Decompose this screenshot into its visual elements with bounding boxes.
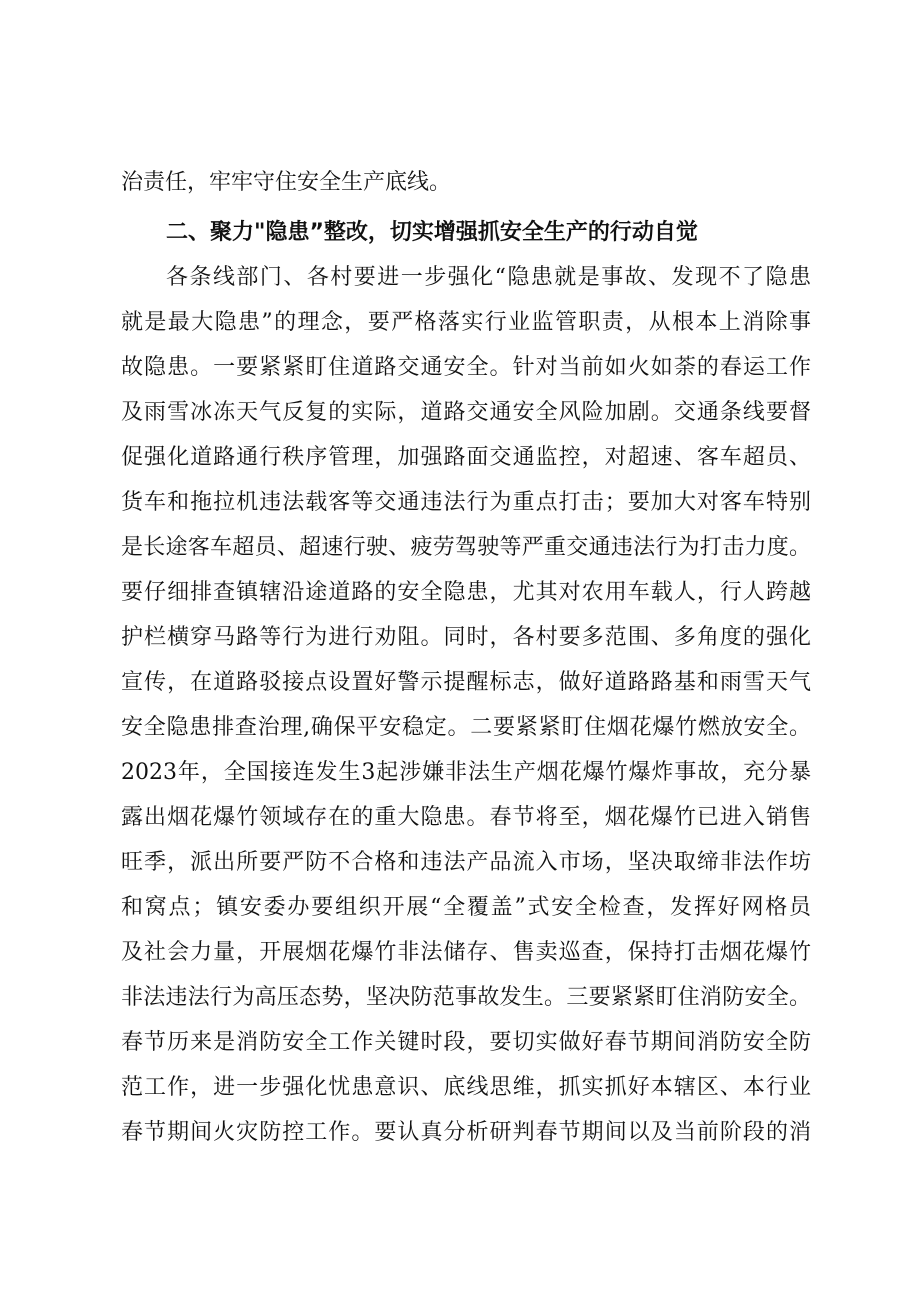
paragraph-line: 范工作，进一步强化忧患意识、底线思维，抓实抓好本辖区、本行业 (121, 1075, 811, 1100)
section-heading: 二、聚力"隐患”整改，切实增强抓安全生产的行动自觉 (166, 220, 698, 245)
paragraph-line: 春节期间火灾防控工作。要认真分析研判春节期间以及当前阶段的消 (121, 1120, 811, 1145)
lead-text-line: 治责任，牢牢守住安全生产底线。 (121, 170, 452, 195)
paragraph-line: 各条线部门、各村要进一步强化“隐患就是事故、发现不了隐患 (166, 265, 811, 290)
paragraph-line: 是长途客车超员、超速行驶、疲劳驾驶等严重交通违法行为打击力度。 (121, 535, 811, 560)
paragraph-line: 和窝点；镇安委办要组织开展“全覆盖”式安全检查，发挥好网格员 (121, 895, 811, 920)
paragraph-line: 露出烟花爆竹领域存在的重大隐患。春节将至，烟花爆竹已进入销售 (121, 805, 811, 830)
paragraph-line: 2023年，全国接连发生3起涉嫌非法生产烟花爆竹爆炸事故，充分暴 (121, 760, 811, 785)
paragraph-line: 货车和拖拉机违法载客等交通违法行为重点打击；要加大对客车特别 (121, 490, 811, 515)
paragraph-line: 就是最大隐患”的理念，要严格落实行业监管职责，从根本上消除事 (121, 310, 811, 335)
paragraph-line: 及社会力量，开展烟花爆竹非法储存、售卖巡查，保持打击烟花爆竹 (121, 940, 811, 965)
paragraph-line: 要仔细排查镇辖沿途道路的安全隐患，尤其对农用车载人，行人跨越 (121, 580, 811, 605)
paragraph-line: 非法违法行为高压态势，坚决防范事故发生。三要紧紧盯住消防安全。 (121, 985, 811, 1010)
paragraph-line: 护栏横穿马路等行为进行劝阻。同时，各村要多范围、多角度的强化 (121, 625, 811, 650)
paragraph-line: 宣传，在道路驳接点设置好警示提醒标志，做好道路路基和雨雪天气 (121, 670, 811, 695)
paragraph-line: 及雨雪冰冻天气反复的实际，道路交通安全风险加剧。交通条线要督 (121, 400, 811, 425)
paragraph-line: 故隐患。一要紧紧盯住道路交通安全。针对当前如火如荼的春运工作 (121, 355, 811, 380)
paragraph-line: 旺季，派出所要严防不合格和违法产品流入市场，坚决取缔非法作坊 (121, 850, 811, 875)
paragraph-line: 春节历来是消防安全工作关键时段，要切实做好春节期间消防安全防 (121, 1030, 811, 1055)
paragraph-line: 促强化道路通行秩序管理，加强路面交通监控，对超速、客车超员、 (121, 445, 811, 470)
paragraph-line: 安全隐患排查治理,确保平安稳定。二要紧紧盯住烟花爆竹燃放安全。 (121, 715, 811, 740)
